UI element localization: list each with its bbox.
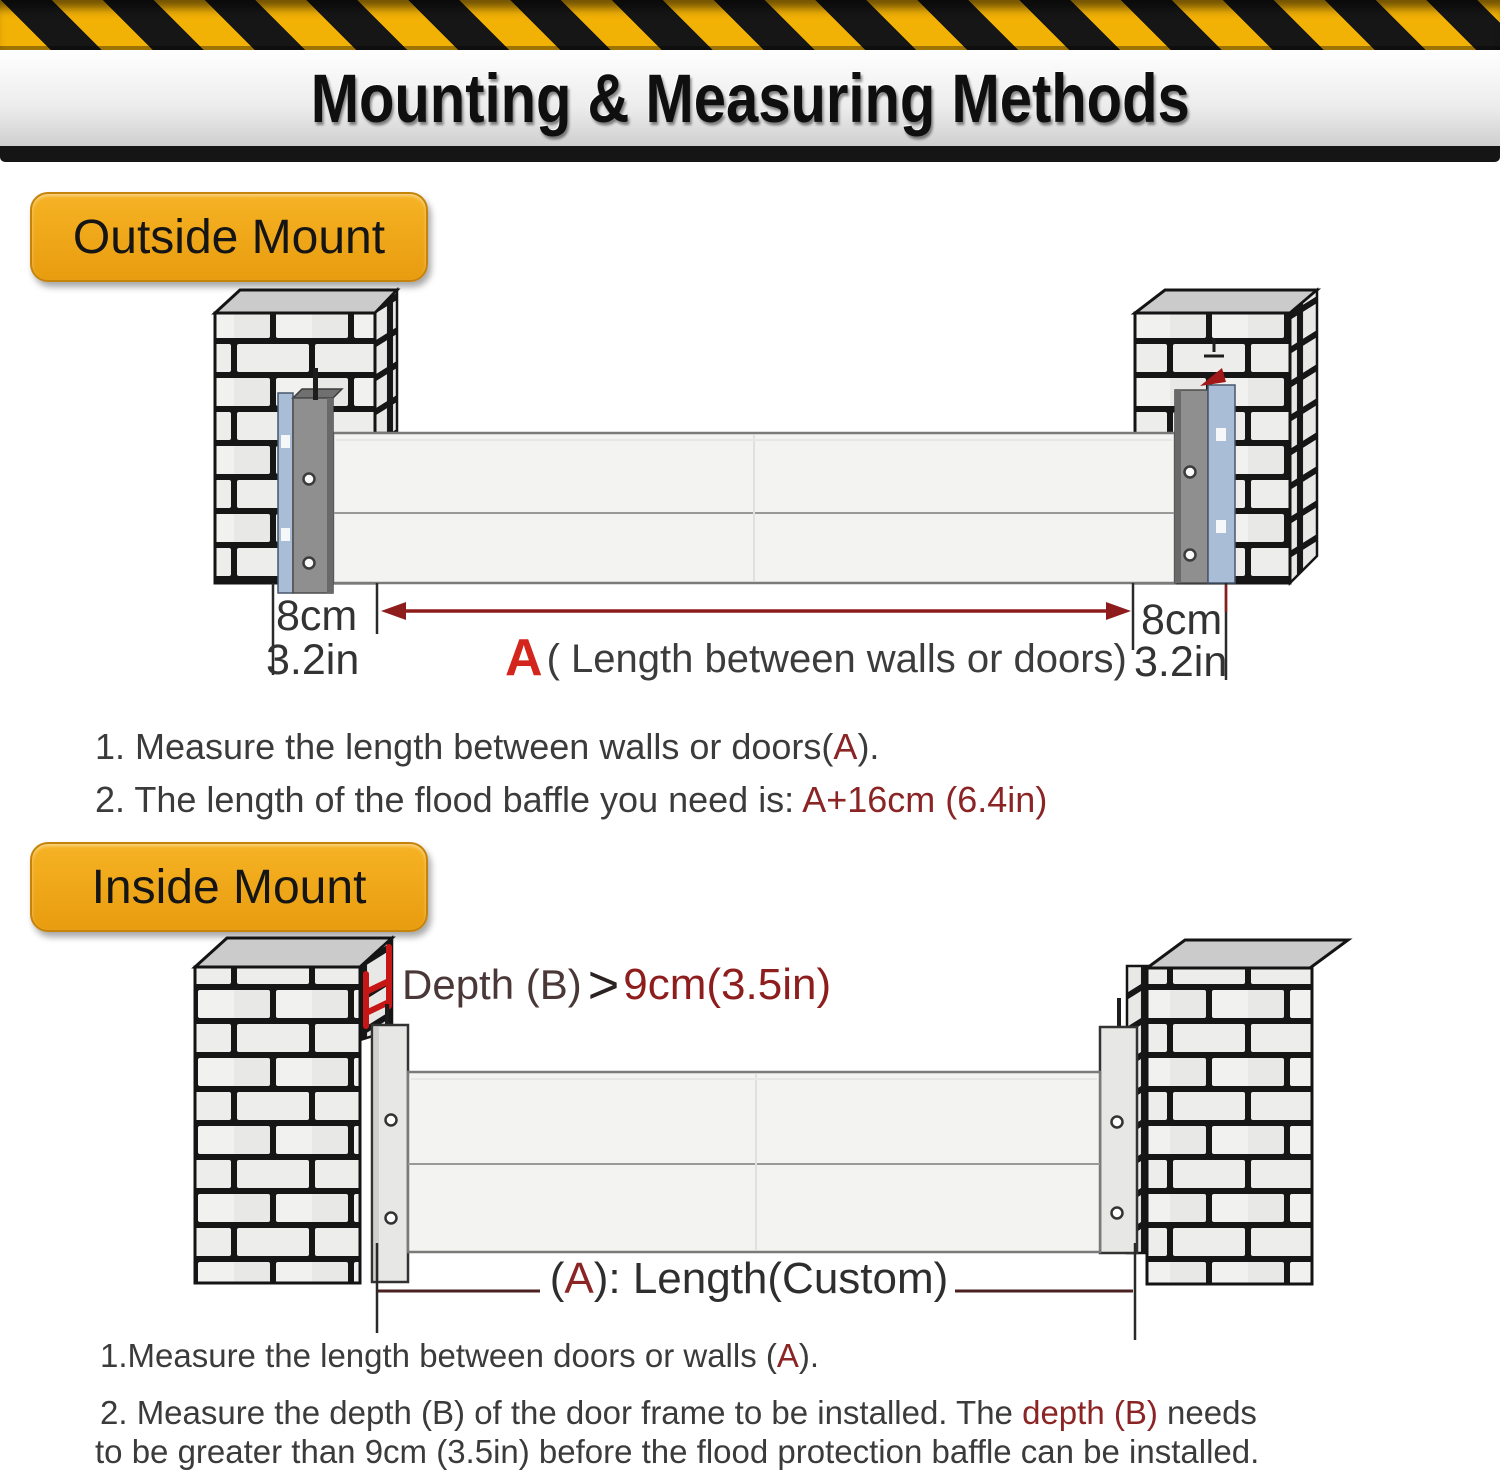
outside-mount-badge-label: Outside Mount — [72, 210, 386, 264]
screw-hole — [1112, 1208, 1123, 1219]
dim-left-in: 3.2in — [266, 636, 360, 684]
outside-left-bracket — [278, 368, 342, 593]
dim-right-in: 3.2in — [1134, 638, 1228, 686]
inside-left-channel — [372, 1004, 408, 1282]
length-a-letter: A — [505, 629, 543, 687]
outside-flood-baffle — [333, 433, 1175, 583]
outside-right-bracket — [1175, 368, 1235, 583]
inside-right-channel — [1100, 998, 1137, 1253]
inside-step-1: 1.Measure the length between doors or walls (A). — [100, 1337, 820, 1374]
inside-flood-baffle — [408, 1072, 1100, 1252]
greater-than-sign: > — [587, 955, 620, 1015]
dim-left-cm: 8cm — [276, 592, 358, 640]
screw-hole — [386, 1213, 397, 1224]
screw-hole — [304, 558, 315, 569]
outside-step-1: 1. Measure the length between walls or doors(A). — [95, 726, 880, 767]
dim-right-cm: 8cm — [1141, 596, 1223, 644]
seal-strip — [278, 393, 293, 593]
depth-b-label: Depth (B) >9cm(3.5in) — [402, 955, 832, 1015]
screw-hole — [386, 1115, 397, 1126]
page-title: Mounting & Measuring Methods — [310, 59, 1190, 137]
inside-right-pillar — [1127, 940, 1348, 1284]
inside-mount-badge-label: Inside Mount — [91, 860, 367, 914]
length-arrow — [381, 602, 1131, 620]
ref-a: A — [776, 1337, 799, 1374]
inside-step-2-line-1: 2. Measure the depth (B) of the door frame to be installed. The depth (B) needs — [100, 1394, 1257, 1431]
length-a-text: ( Length between walls or doors) — [546, 637, 1127, 681]
seal-strip — [1208, 385, 1235, 583]
outside-step-2: 2. The length of the flood baffle you need is: A+16cm (6.4in) — [95, 779, 1048, 820]
screw-hole — [1185, 467, 1196, 478]
screw-hole — [304, 474, 315, 485]
screw-hole — [1185, 550, 1196, 561]
depth-min-value: 9cm(3.5in) — [623, 960, 832, 1009]
formula-a-plus-16: A+16cm (6.4in) — [802, 779, 1048, 820]
ref-a: A — [564, 1254, 594, 1303]
ref-a: A — [833, 726, 858, 767]
inside-left-pillar — [195, 938, 392, 1283]
anchor-pin — [313, 368, 318, 400]
ref-depth-b: depth (B) — [1022, 1394, 1158, 1431]
length-a-label — [505, 628, 1127, 688]
inside-step-2-line-2: to be greater than 9cm (3.5in) before the flood protection baffle can be installed. — [95, 1433, 1260, 1470]
screw-hole — [1112, 1117, 1123, 1128]
anchor-pin — [1117, 998, 1121, 1029]
length-custom-label: (A): Length(Custom) — [549, 1254, 949, 1303]
